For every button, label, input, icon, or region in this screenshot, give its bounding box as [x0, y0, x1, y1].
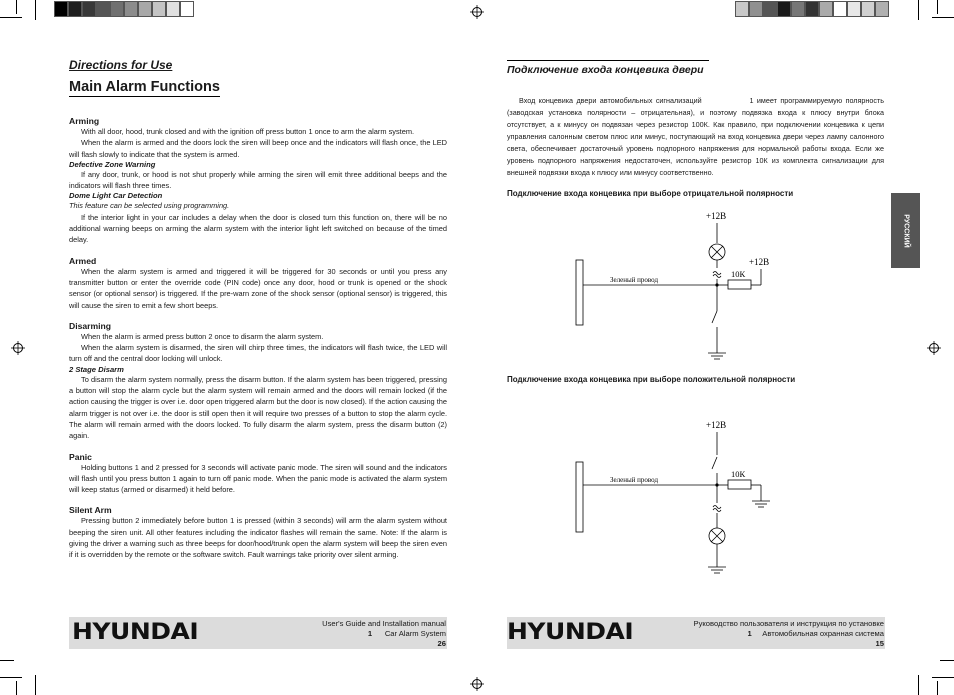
green-wire-label: Зеленый провод [610, 276, 659, 284]
left-footer-num: 1 [367, 629, 373, 638]
resistor-label: 10К [731, 469, 746, 479]
section-header: Directions for Use [69, 58, 173, 72]
plus12-resistor-label: +12В [749, 257, 770, 267]
plus12-top-label: +12В [706, 211, 727, 221]
green-wire-label: Зеленый провод [610, 476, 659, 484]
arming-p2: When the alarm is armed and the doors lock the siren will beep once and the indicators will flash once, the LED will flash slowly to indicate that the system is armed. [69, 138, 447, 159]
silent-heading: Silent Arm [69, 505, 112, 516]
left-footer-line2 [250, 629, 446, 639]
diagram2-heading: Подключение входа концевика при выборе положительной полярности [507, 375, 796, 384]
ground-icon [752, 501, 770, 507]
stage-p1: To disarm the alarm system normally, press the disarm button. If the alarm system has been triggered, pressing a button will stop the alarm cycle but the alarm system will remain armed and the doors will remain locked (if the action causing the trigger is over i.e. door open triggered alarm but the door is now closed). If the action causing the alarm trigger is not over i.e. the door is still open then it will require two presses of a button to stop the alarm cycle. The alarm will remain armed with the doors locked. To fully disarm the alarm system, press the disarm button (2) again. [69, 374, 447, 441]
registration-mark-top [470, 5, 484, 19]
dome-note: This feature can be selected using programming. [69, 201, 230, 211]
right-title-rule [507, 60, 709, 61]
right-footer-num: 1 [747, 629, 752, 638]
diagram1-heading: Подключение входа концевика при выборе отрицательной полярности [507, 189, 794, 198]
panic-p1: Holding buttons 1 and 2 pressed for 3 seconds will activate panic mode. The siren will sound and the indicators will flash until you press button 1 again to turn off panic mode. When the panic mode is activated the alarm system will keep status (armed or disarmed) it held before. [69, 462, 447, 495]
silent-p1: Pressing button 2 immediately before button 1 is pressed (within 3 seconds) will arm the alarm system without beeping the siren unit. All other features including the indicator flashes will remain the same. Note: If the alarm is giving the driver a warning such as three beeps for door/hood/trunk open the alarm system will beep the siren even if it is overridden by the remote or the software switch. Fault warnings take priority over silent arming. [69, 516, 447, 560]
hyundai-logo-left: HYUNDAI [72, 618, 199, 645]
left-footer-text [250, 619, 446, 649]
resistor-10k [728, 480, 751, 489]
right-footer-line1: Руководство пользователя и инструкция по установке [693, 619, 884, 628]
registration-mark-right [927, 341, 941, 355]
door-switch [712, 457, 717, 469]
ground-icon [708, 353, 726, 359]
resistor-label: 10К [731, 269, 746, 279]
color-bar-right [735, 1, 889, 17]
lamp-icon [709, 528, 725, 544]
defective-heading: Defective Zone Warning [69, 159, 156, 169]
right-footer-line2 [640, 629, 884, 639]
lamp-icon [709, 244, 725, 260]
registration-mark-left [11, 341, 25, 355]
diagram-positive-polarity [570, 415, 790, 580]
right-page-number: 15 [875, 639, 884, 648]
right-title: Подключение входа концевика двери [507, 64, 704, 76]
arming-heading: Arming [69, 116, 100, 126]
left-body [69, 116, 447, 561]
left-footer-line1: User's Guide and Installation manual [322, 619, 446, 628]
door-switch [712, 311, 717, 323]
right-intro-num: 1 [749, 96, 754, 105]
language-tab-label: РУССКИЙ [902, 213, 909, 248]
armed-p1: When the alarm system is armed and triggered it will be triggered for 30 seconds or until you press any transmitter button or enter the override code (PIN code) once any door, hood or trunk is opened or the shock sensor (or optional sensor) is triggered. If the pre-warn zone of the shock sensor (optional sensor) is triggered, this will cause the siren to emit a few short beeps. [69, 266, 447, 310]
hyundai-logo-right: HYUNDAI [507, 618, 634, 645]
control-unit-block [576, 260, 583, 325]
right-footer-product: Автомобильная охранная система [762, 629, 884, 638]
plus12-top-label: +12В [706, 420, 727, 430]
right-footer-text [640, 619, 884, 649]
dome-heading: Dome Light Car Detection [69, 191, 163, 201]
defective-p1: If any door, trunk, or hood is not shut properly while arming the siren will emit three additional beeps and the indicators will flash three times. [69, 169, 447, 191]
diagram-negative-polarity [570, 205, 790, 365]
control-unit-block [576, 462, 583, 532]
armed-heading: Armed [69, 255, 97, 266]
disarming-p2: When the alarm system is disarmed, the siren will chirp three times, the indicators will flash twice, the LED will turn off and the central door locking will unlock. [69, 343, 447, 364]
panic-heading: Panic [69, 451, 92, 462]
right-intro-a: Вход концевика двери автомобильных сигнализаций [519, 96, 702, 105]
right-intro-b: имеет программируемую полярность (заводская установка полярности – отрицательная), и поэтому подвязка входа к плюсу внутри блока отсутствует, а к минусу он подвязан через резистор 100К. Как правило, при подключении концевика к цепи управления салонным светом плюс или минус, поступающий на вход концевика двери через лампу салонного света, обеспечивает достаточный уровень подпорного напряжения для нормальной работы входа. Если же уровень подпорного напряжения недостаточен, используйте резистор 10К из комплекта сигнализации для внешней подвязки входа к плюсу или минусу соответственно. [507, 96, 884, 177]
resistor-10k [728, 280, 751, 289]
arming-p1: With all door, hood, trunk closed and with the ignition off press button 1 once to arm the alarm system. [81, 127, 415, 136]
language-tab [891, 193, 920, 268]
disarming-heading: Disarming [69, 320, 112, 331]
ground-icon [708, 567, 726, 573]
disarming-p1: When the alarm is armed press button 2 once to disarm the alarm system. [81, 331, 324, 341]
right-intro [507, 95, 884, 179]
stage-heading: 2 Stage Disarm [69, 364, 124, 374]
page-title: Main Alarm Functions [69, 79, 220, 95]
color-bar-left [54, 1, 194, 17]
left-page-number: 26 [437, 639, 446, 648]
registration-mark-bottom [470, 677, 484, 691]
left-footer-product: Car Alarm System [384, 629, 446, 638]
dome-p1: If the interior light in your car includes a delay when the door is closed turn this function on, there will be no additional warning beeps on arming the alarm system with the interior light left switched on because of the timed delay. [69, 212, 447, 245]
